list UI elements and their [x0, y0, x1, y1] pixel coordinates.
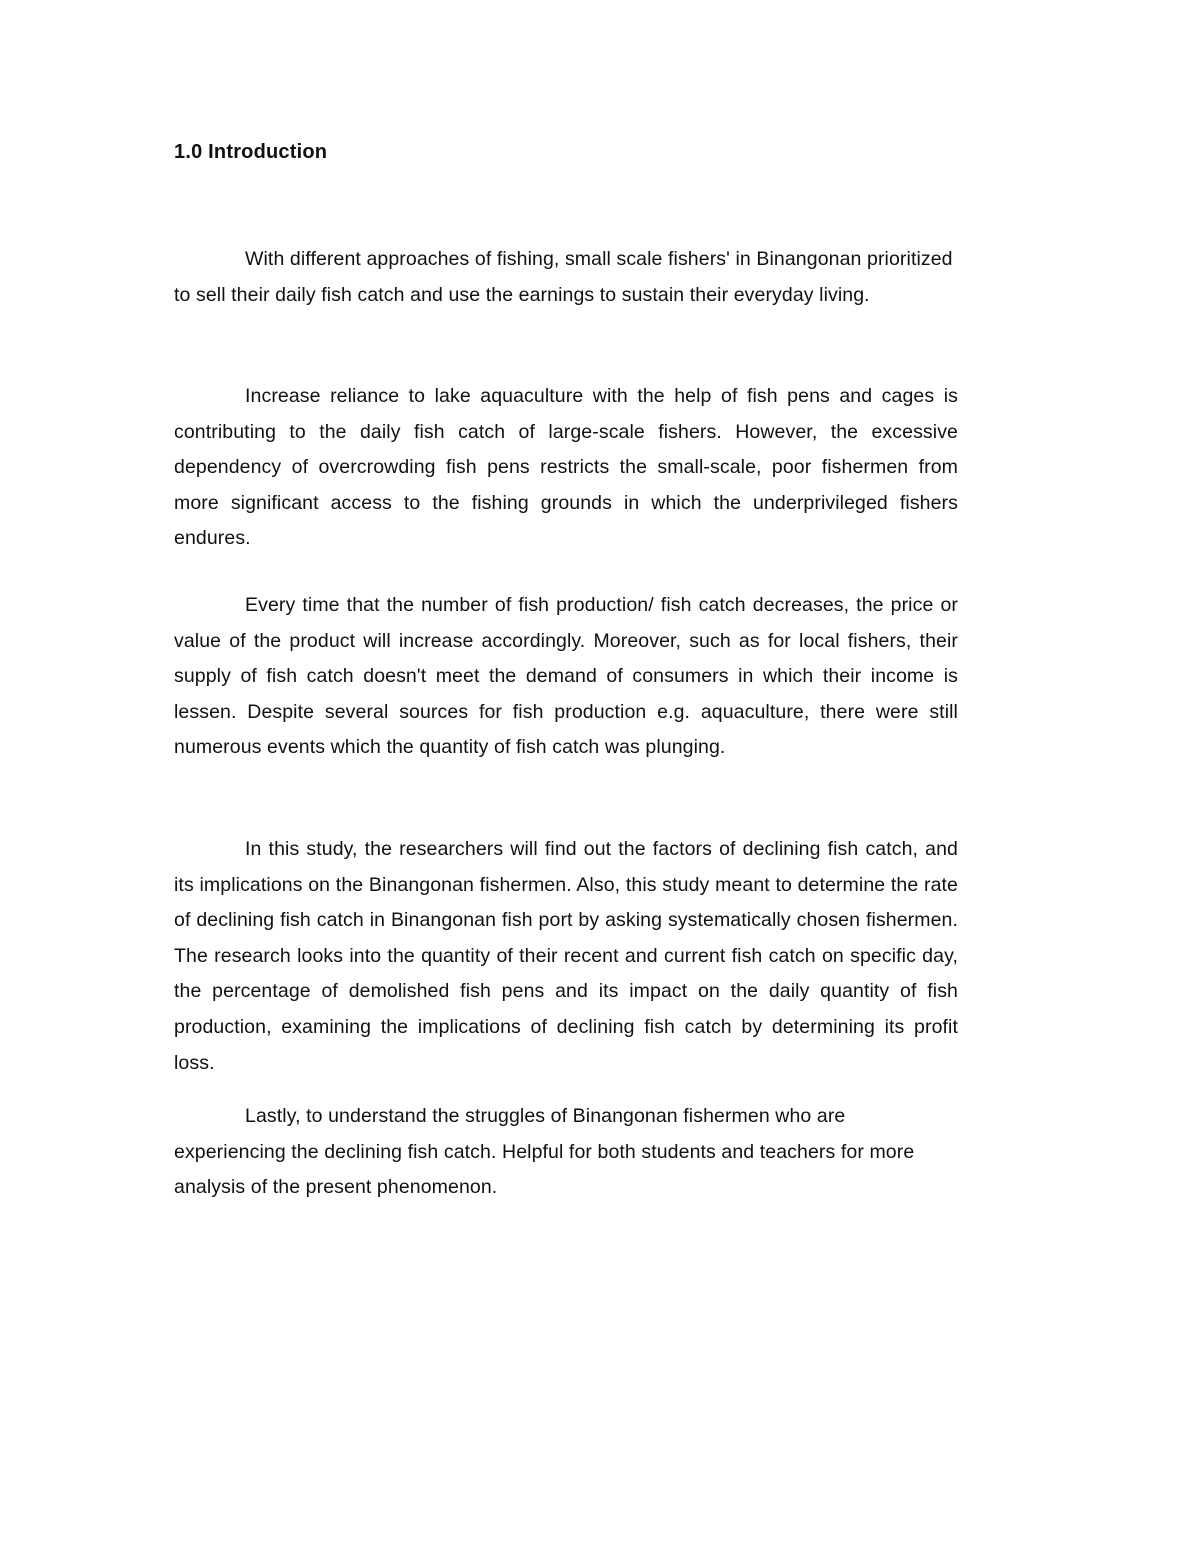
paragraph-fish-production: Every time that the number of fish production/ fish catch decreases, the price or value of the product will increase accordingly. Moreover, such as for local fishers, their supply of fish catch doesn't meet the demand of consumers in which their income is lessen. Despite several sources for fish production e.g. aquaculture, there were still numerous events which the quantity of fish catch was plunging.	[174, 594, 958, 759]
paragraph-struggles: Lastly, to understand the struggles of Binangonan fishermen who are experiencing the declining fish catch. Helpful for both students and teachers for more analysis of the present phenomenon.	[174, 1105, 915, 1199]
paragraph-aquaculture: Increase reliance to lake aquaculture with the help of fish pens and cages is contributing to the daily fish catch of large-scale fishers. However, the excessive dependency of overcrowding fish pens restricts the small-scale, poor fishermen from more significant access to the fishing grounds in which the underprivileged fishers endures.	[174, 385, 958, 550]
section-heading: 1.0 Introduction	[174, 141, 328, 163]
paragraph-approaches: With different approaches of fishing, small scale fishers' in Binangonan prioritized to sell their daily fish catch and use the earnings to sustain their everyday living.	[174, 248, 953, 306]
paragraph-study: In this study, the researchers will find out the factors of declining fish catch, and its implications on the Binangonan fishermen. Also, this study meant to determine the rate of declining fish catch in Binangonan fish port by asking systematically chosen fishermen. The research looks into the quantity of their recent and current fish catch on specific day, the percentage of demolished fish pens and its impact on the daily quantity of fish production, examining the implications of declining fish catch by determining its profit loss.	[174, 838, 958, 1074]
